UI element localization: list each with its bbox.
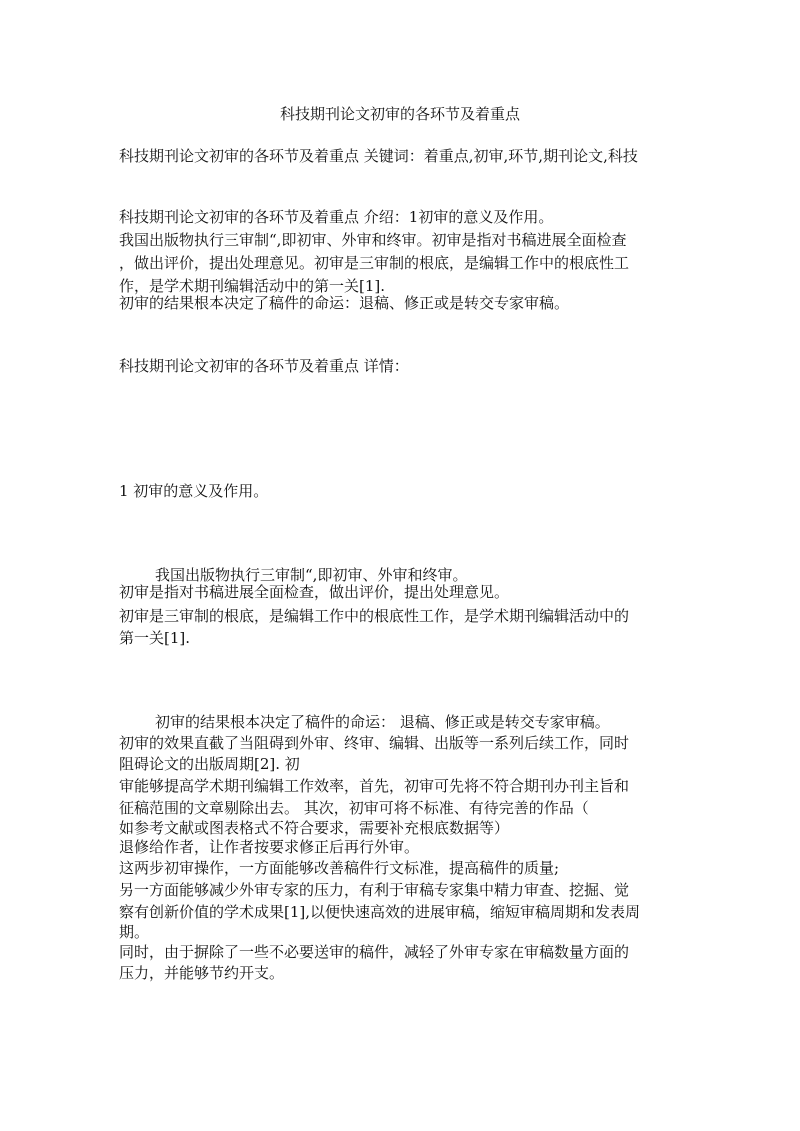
para2-line: 初审的结果根本决定了稿件的命运： 退稿、修正或是转交专家审稿。	[155, 713, 610, 731]
intro-line: 科技期刊论文初审的各环节及着重点 介绍：1初审的意义及作用。	[119, 208, 554, 226]
para2-line: 征稿范围的文章剔除出去。 其次，初审可将不标准、有待完善的作品（	[119, 799, 589, 817]
para1-line: 初审是三审制的根底，是编辑工作中的根底性工作，是学术期刊编辑活动中的	[119, 607, 630, 625]
section-heading: 1 初审的意义及作用。	[119, 482, 269, 500]
para2-line: 察有创新价值的学术成果[1],以便快速高效的进展审稿，缩短审稿周期和发表周	[119, 903, 641, 921]
para2-line: 期。	[119, 923, 150, 941]
para2-line: 审能够提高学术期刊编辑工作效率，首先，初审可先将不符合期刊办刊主旨和	[119, 777, 630, 795]
para2-line: 退修给作者，让作者按要求修正后再行外审。	[119, 838, 420, 856]
para2-line: 另一方面能够减少外审专家的压力，有利于审稿专家集中精力审查、挖掘、觉	[119, 881, 630, 899]
para2-line: 如参考文献或图表格式不符合要求，需要补充根底数据等）	[119, 819, 510, 837]
para2-line: 同时，由于摒除了一些不必要送审的稿件，减轻了外审专家在审稿数量方面的	[119, 943, 630, 961]
para1-line: 第一关[1].	[119, 629, 191, 647]
para2-line: 初审的效果直截了当阻碍到外审、终审、编辑、出版等一系列后续工作，同时	[119, 734, 630, 752]
page-title: 科技期刊论文初审的各环节及着重点	[279, 105, 520, 123]
para2-line: 阻碍论文的出版周期[2]. 初	[119, 755, 300, 773]
intro-line: 作，是学术期刊编辑活动中的第一关[1].	[119, 277, 386, 295]
para1-line: 初审是指对书稿进展全面检查，做出评价，提出处理意见。	[119, 583, 510, 601]
para2-line: 压力，并能够节约开支。	[119, 964, 285, 982]
keywords-line: 科技期刊论文初审的各环节及着重点 关键词：着重点,初审,环节,期刊论文,科技	[119, 147, 638, 165]
details-heading: 科技期刊论文初审的各环节及着重点 详情：	[119, 357, 409, 375]
intro-line: 初审的结果根本决定了稿件的命运：退稿、修正或是转交专家审稿。	[119, 294, 570, 312]
para1-line: 我国出版物执行三审制“,即初审、外审和终审。	[155, 566, 468, 584]
intro-line: ，做出评价，提出处理意见。初审是三审制的根底，是编辑工作中的根底性工	[119, 254, 630, 272]
intro-line: 我国出版物执行三审制“,即初审、外审和终审。初审是指对书稿进展全面检查	[119, 231, 627, 249]
para2-line: 这两步初审操作，一方面能够改善稿件行文标准，提高稿件的质量;	[119, 859, 560, 877]
